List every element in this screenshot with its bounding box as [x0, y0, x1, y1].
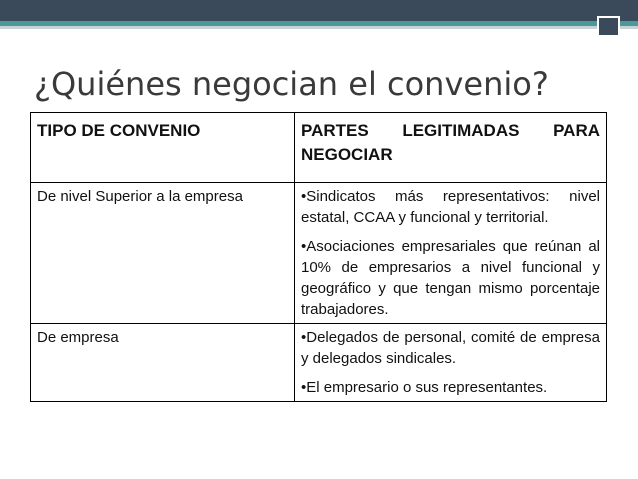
partes-item: •Asociaciones empresariales que reúnan al 10% de empresarios a nivel funcional y geográfico y que tengan mismo porcentaje trabajadores.: [301, 238, 600, 318]
cell-partes: [295, 183, 607, 324]
table-header-row: [31, 113, 607, 183]
cell-tipo: De nivel Superior a la empresa: [31, 183, 295, 324]
cell-tipo: De empresa: [31, 324, 295, 402]
partes-item: •El empresario o sus representantes.: [301, 379, 548, 396]
slide-title: ¿Quiénes negocian el convenio?: [34, 65, 549, 103]
top-band: [0, 0, 638, 21]
header-tipo-convenio: TIPO DE CONVENIO: [31, 113, 295, 183]
partes-item: •Delegados de personal, comité de empresa y delegados sindicales.: [301, 329, 600, 367]
partes-item: •Sindicatos más representativos: nivel estatal, CCAA y funcional y territorial.: [301, 188, 600, 226]
table-row: [31, 324, 607, 402]
cell-partes: [295, 324, 607, 402]
convenio-table: [30, 112, 607, 402]
corner-square-decoration: [597, 16, 620, 37]
table-row: [31, 183, 607, 324]
header-partes-legitimadas: PARTES LEGITIMADAS PARA NEGOCIAR: [295, 113, 607, 183]
top-band-shadow: [0, 26, 638, 29]
